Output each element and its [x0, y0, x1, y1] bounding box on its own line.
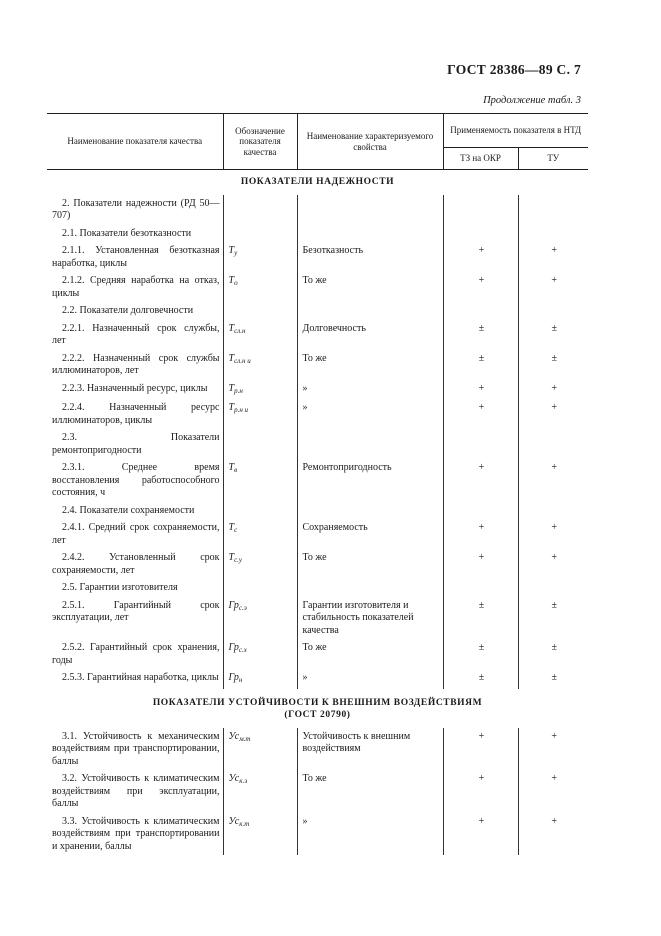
section-title: ПОКАЗАТЕЛИ НАДЕЖНОСТИ — [240, 177, 395, 187]
applicability-tu: + — [518, 242, 588, 272]
indicator-symbol — [223, 597, 297, 640]
applicability-tz: ± — [443, 639, 518, 669]
symbol-subscript: р.н — [234, 386, 243, 395]
indicator-name-text: 2.2.2. Назначенный срок службы иллюминаторов, лет — [52, 352, 220, 376]
table-row — [47, 459, 588, 502]
symbol-main: Гр — [228, 642, 239, 653]
property-name: Безотказность — [297, 242, 443, 272]
applicability-tu: + — [518, 459, 588, 502]
col-header-tu: ТУ — [518, 148, 588, 170]
standard-header: ГОСТ 28386—89 С. 7 — [447, 62, 581, 77]
indicator-name-text: 3.2. Устойчивость к климатическим воздействиям при эксплуатации, баллы — [52, 773, 220, 809]
indicator-name — [47, 770, 223, 813]
table-row — [47, 242, 588, 272]
symbol-subscript: с — [234, 526, 238, 534]
col-header-designation: Обозначение показателя качества — [223, 114, 297, 170]
indicator-symbol — [223, 459, 297, 502]
applicability-tz — [443, 502, 518, 520]
indicator-name-text: 2.4. Показатели сохраняемости — [62, 504, 195, 516]
indicator-name — [47, 669, 223, 689]
applicability-tz: + — [443, 380, 518, 400]
symbol-subscript: к.т — [239, 819, 250, 828]
table-row — [47, 597, 588, 640]
property-name: Устойчивость к внешним воздействиям — [297, 728, 443, 771]
section-title: ПОКАЗАТЕЛИ УСТОЙЧИВОСТИ К ВНЕШНИМ ВОЗДЕЙСТВИЯМ — [152, 697, 483, 708]
applicability-tz: + — [443, 770, 518, 813]
applicability-tz: + — [443, 459, 518, 502]
indicator-name — [47, 195, 223, 225]
col-header-property: Наименование характеризуемого свойства — [297, 114, 443, 170]
table-row — [47, 519, 588, 549]
applicability-tz — [443, 225, 518, 243]
applicability-tz: + — [443, 813, 518, 856]
indicator-symbol — [223, 225, 297, 243]
indicator-symbol — [223, 272, 297, 302]
indicator-name — [47, 459, 223, 502]
property-name: То же — [297, 350, 443, 380]
property-name: » — [297, 399, 443, 429]
table-continuation-label: Продолжение табл. 3 — [483, 95, 581, 106]
indicator-name — [47, 225, 223, 243]
symbol-subscript: н — [238, 676, 243, 684]
applicability-tu: ± — [518, 597, 588, 640]
symbol-subscript: сл.н и — [234, 356, 251, 365]
indicator-symbol — [223, 770, 297, 813]
indicator-name — [47, 399, 223, 429]
indicator-name-text: 2.5.1. Гарантийный срок эксплуатации, лет — [52, 599, 220, 623]
symbol-main: T — [228, 322, 235, 334]
symbol-subscript: с.э — [238, 603, 247, 612]
indicator-symbol — [223, 320, 297, 350]
applicability-tz — [443, 195, 518, 225]
applicability-tu: + — [518, 549, 588, 579]
col-header-name: Наименование показателя качества — [47, 114, 223, 170]
applicability-tz: + — [443, 728, 518, 771]
indicator-name-text: 2.5. Гарантии изготовителя — [62, 582, 178, 593]
indicator-name-text: 2.3. Показатели ремонтопригодности — [52, 432, 220, 456]
applicability-tz: + — [443, 549, 518, 579]
indicator-symbol — [223, 728, 297, 771]
indicator-name-text: 3.1. Устойчивость к механическим воздействиям при транспортировании, баллы — [52, 730, 220, 767]
property-name: » — [297, 380, 443, 400]
symbol-main: Гр — [228, 599, 239, 611]
section-title-row — [47, 170, 588, 195]
property-name — [297, 302, 443, 320]
indicator-symbol — [223, 813, 297, 856]
symbol-subscript: сл.н — [234, 326, 246, 335]
table-row — [47, 770, 588, 813]
indicator-name — [47, 242, 223, 272]
indicator-symbol — [223, 242, 297, 272]
indicator-symbol — [223, 669, 297, 689]
applicability-tu: ± — [518, 320, 588, 350]
indicator-name — [47, 728, 223, 771]
table-row — [47, 380, 588, 400]
col-header-tz: ТЗ на ОКР — [443, 148, 518, 170]
indicator-symbol — [223, 350, 297, 380]
applicability-tz: + — [443, 399, 518, 429]
indicator-name-text: 2. Показатели надежности (РД 50—707) — [52, 197, 220, 221]
indicator-name — [47, 272, 223, 302]
property-name — [297, 579, 443, 597]
property-name: Гарантии изготовителя и стабильность показателей качества — [297, 597, 443, 640]
symbol-subscript: в — [234, 466, 238, 474]
section-subtitle: (ГОСТ 20790) — [284, 710, 351, 720]
symbol-subscript: с.у — [234, 556, 243, 564]
applicability-tu — [518, 502, 588, 520]
property-name: То же — [297, 770, 443, 813]
applicability-tz: ± — [443, 669, 518, 689]
symbol-main: T — [228, 352, 235, 364]
applicability-tu — [518, 579, 588, 597]
applicability-tz: + — [443, 272, 518, 302]
indicator-name-text: 2.2.3. Назначенный ресурс, циклы — [62, 382, 208, 394]
property-name: Ремонтопригодность — [297, 459, 443, 502]
table-row — [47, 302, 588, 320]
indicator-symbol — [223, 519, 297, 549]
indicator-name — [47, 579, 223, 597]
indicator-name-text: 2.5.2. Гарантийный срок хранения, годы — [52, 642, 220, 666]
applicability-tz: ± — [443, 597, 518, 640]
col-header-applicability: Применяемость показателя в НТД — [443, 114, 588, 148]
indicator-name-text: 2.1.2. Средняя наработка на отказ, циклы — [52, 275, 220, 299]
applicability-tu: + — [518, 399, 588, 429]
indicator-symbol — [223, 380, 297, 400]
symbol-subscript: к.э — [239, 777, 248, 785]
property-name: То же — [297, 639, 443, 669]
applicability-tz — [443, 579, 518, 597]
indicator-name — [47, 597, 223, 640]
applicability-tu: + — [518, 770, 588, 813]
indicator-symbol — [223, 579, 297, 597]
property-name: То же — [297, 549, 443, 579]
applicability-tz: + — [443, 519, 518, 549]
table-row — [47, 639, 588, 669]
symbol-main: T — [228, 552, 235, 563]
table-row — [47, 225, 588, 243]
applicability-tz — [443, 429, 518, 459]
table-row — [47, 502, 588, 520]
symbol-subscript: р.н и — [234, 406, 249, 414]
applicability-tu: + — [518, 813, 588, 856]
indicator-name — [47, 429, 223, 459]
indicator-name-text: 2.2.4. Назначенный ресурс иллюминаторов, циклы — [52, 402, 220, 426]
indicator-name-text: 2.2.1. Назначенный срок службы, лет — [52, 322, 220, 346]
symbol-main: Ус — [228, 773, 240, 784]
indicator-name — [47, 519, 223, 549]
table-row — [47, 669, 588, 689]
indicator-name — [47, 502, 223, 520]
property-name: Сохраняемость — [297, 519, 443, 549]
table-row — [47, 728, 588, 771]
indicator-name-text: 2.2. Показатели долговечности — [62, 305, 194, 316]
indicator-name — [47, 302, 223, 320]
indicator-symbol — [223, 639, 297, 669]
table-row — [47, 399, 588, 429]
table-row — [47, 272, 588, 302]
indicator-name-text: 2.4.2. Установленный срок сохраняемости, лет — [52, 552, 220, 576]
applicability-tu: + — [518, 728, 588, 771]
indicator-name — [47, 320, 223, 350]
quality-indicators-table — [47, 113, 588, 855]
symbol-main: T — [228, 275, 235, 286]
indicator-symbol — [223, 302, 297, 320]
table-row — [47, 579, 588, 597]
applicability-tz: ± — [443, 350, 518, 380]
applicability-tu — [518, 195, 588, 225]
table-row — [47, 429, 588, 459]
symbol-subscript: о — [234, 279, 238, 287]
symbol-main: T — [228, 382, 235, 394]
symbol-main: T — [228, 402, 235, 413]
indicator-name-text: 2.3.1. Среднее время восстановления работоспособного состояния, ч — [52, 462, 220, 498]
property-name: Долговечность — [297, 320, 443, 350]
property-name — [297, 195, 443, 225]
applicability-tu: ± — [518, 639, 588, 669]
indicator-name-text: 3.3. Устойчивость к климатическим воздействиям при транспортировании и хранении, баллы — [52, 815, 220, 852]
indicator-name-text: 2.1.1. Установленная безотказная наработка, циклы — [52, 245, 220, 269]
table-row — [47, 813, 588, 856]
applicability-tz: + — [443, 242, 518, 272]
table-row — [47, 195, 588, 225]
indicator-name — [47, 549, 223, 579]
table-row — [47, 549, 588, 579]
indicator-symbol — [223, 429, 297, 459]
indicator-name — [47, 639, 223, 669]
section-title-row — [47, 689, 588, 728]
applicability-tz: ± — [443, 320, 518, 350]
property-name: » — [297, 669, 443, 689]
property-name — [297, 502, 443, 520]
applicability-tu — [518, 302, 588, 320]
indicator-symbol — [223, 195, 297, 225]
indicator-name — [47, 813, 223, 856]
applicability-tu — [518, 429, 588, 459]
applicability-tu: + — [518, 272, 588, 302]
symbol-subscript: с.х — [238, 646, 247, 654]
symbol-main: T — [228, 522, 235, 533]
applicability-tu: + — [518, 380, 588, 400]
applicability-tz — [443, 302, 518, 320]
symbol-main: Ус — [228, 815, 240, 827]
property-name: » — [297, 813, 443, 856]
table-row — [47, 320, 588, 350]
symbol-main: Ус — [228, 730, 240, 742]
indicator-name-text: 2.1. Показатели безотказности — [62, 227, 192, 239]
table-row — [47, 350, 588, 380]
applicability-tu: ± — [518, 350, 588, 380]
property-name — [297, 429, 443, 459]
applicability-tu: + — [518, 519, 588, 549]
applicability-tu: ± — [518, 669, 588, 689]
indicator-name-text: 2.4.1. Средний срок сохраняемости, лет — [52, 522, 220, 546]
symbol-subscript: м.т — [239, 734, 251, 743]
indicator-name — [47, 380, 223, 400]
indicator-name — [47, 350, 223, 380]
symbol-main: T — [228, 462, 235, 473]
property-name: То же — [297, 272, 443, 302]
indicator-symbol — [223, 549, 297, 579]
indicator-symbol — [223, 502, 297, 520]
symbol-subscript: у — [234, 249, 238, 257]
applicability-tu — [518, 225, 588, 243]
symbol-main: Гр — [228, 672, 239, 683]
property-name — [297, 225, 443, 243]
indicator-name-text: 2.5.3. Гарантийная наработка, циклы — [62, 672, 219, 683]
symbol-main: T — [228, 245, 235, 256]
indicator-symbol — [223, 399, 297, 429]
